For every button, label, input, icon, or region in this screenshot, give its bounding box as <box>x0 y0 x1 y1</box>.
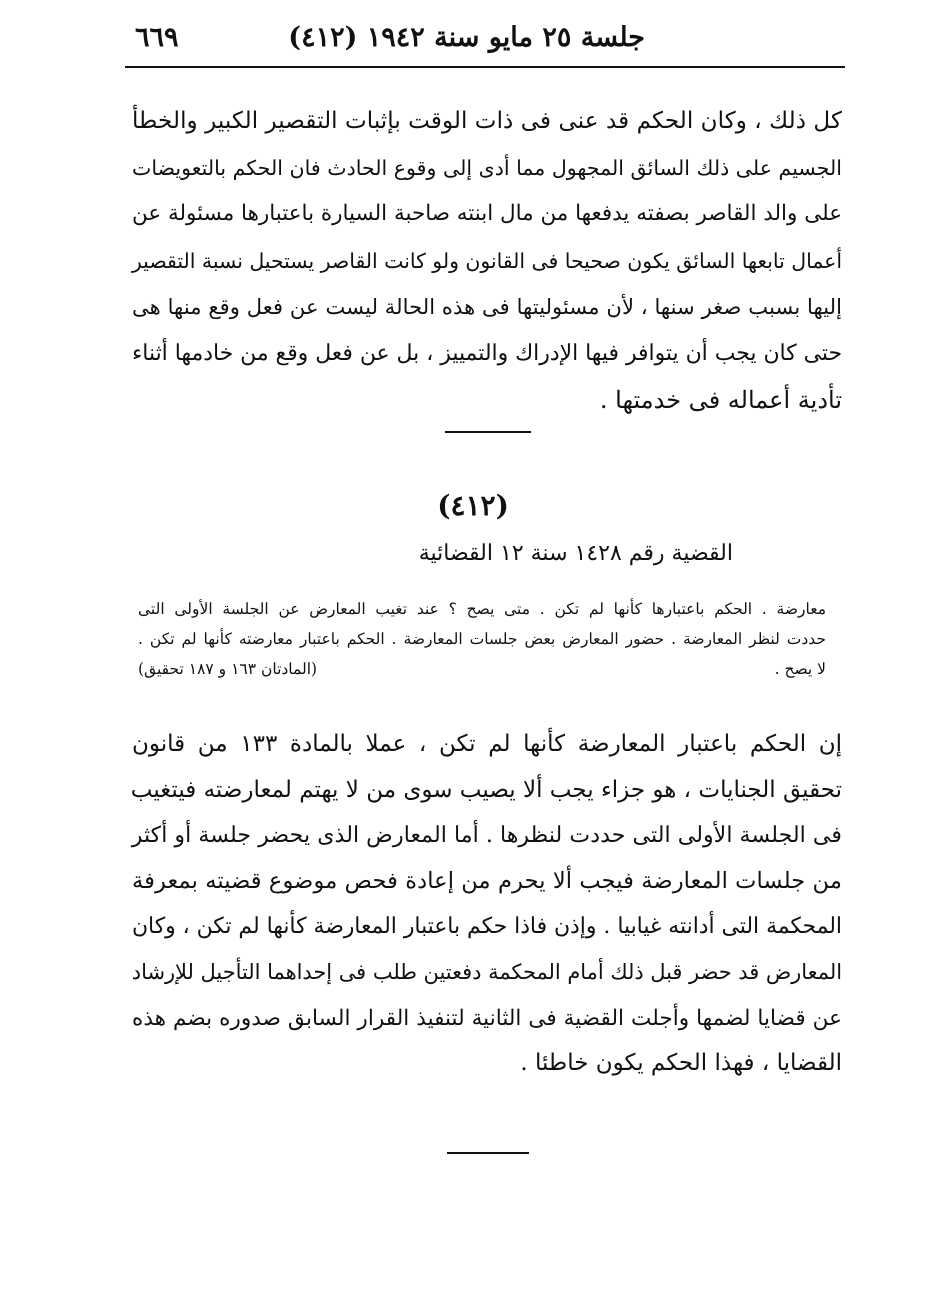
text-line: المعارض قد حضر قبل ذلك أمام المحكمة دفعتين طلب فى إحداهما التأجيل للإرشاد <box>131 959 842 984</box>
statute-reference: (المادتان ١٦٣ و ١٨٧ تحقيق) <box>138 660 318 678</box>
headnote-line: حددت لنظر المعارضة . حضور المعارض بعض جلسات المعارضة . الحكم باعتبار معارضته كأنها لم تكن . <box>138 630 826 648</box>
text-line: أعمال تابعها السائق يكون صحيحا فى القانون ولو كانت القاصر يستحيل نسبة التقصير <box>131 248 842 273</box>
text-line: فى الجلسة الأولى التى حددت لنظرها . أما المعارض الذى يحضر جلسة أو أكثر <box>131 822 842 849</box>
text-line: كل ذلك ، وكان الحكم قد عنى فى ذات الوقت بإثبات التقصير الكبير والخطأ <box>131 107 842 134</box>
end-divider <box>447 1152 529 1154</box>
text-line: عن قضايا لضمها وأجلت القضية فى الثانية لتنفيذ القرار السابق صدوره بضم هذه <box>132 1005 842 1031</box>
text-line: المحكمة التى أدانته غيابيا . وإذن فاذا حكم باعتبار المعارضة كأنها لم تكن ، وكان <box>132 914 842 940</box>
headnote <box>138 594 826 684</box>
text-line: تأدية أعماله فى خدمتها . <box>599 386 842 414</box>
page-number: ٦٦٩ <box>135 22 179 53</box>
page-header <box>125 16 845 60</box>
text-line: على والد القاصر بصفته يدفعها من مال ابنته صاحبة السيارة باعتبارها مسئولة عن <box>132 201 842 226</box>
headnote-line: معارضة . الحكم باعتبارها كأنها لم تكن . متى يصح ؟ عند تغيب المعارض عن الجلسة الأولى التى <box>138 600 826 618</box>
text-line: إليها بسبب صغر سنها ، لأن مسئوليتها فى هذه الحالة ليست عن فعل وقع منها هى <box>132 294 842 319</box>
headnote-line-end: لا يصح . <box>774 660 826 678</box>
text-line: من جلسات المعارضة فيجب ألا يحرم من إعادة فحص موضوع قضيته بمعرفة <box>132 867 842 894</box>
text-line: تحقيق الجنايات ، هو جزاء يجب ألا يصيب سوى من لا يهتم لمعارضته فيتغيب <box>130 776 842 803</box>
text-line: إن الحكم باعتبار المعارضة كأنها لم تكن ، عملا بالمادة ١٣٣ من قانون <box>132 731 842 757</box>
section-divider <box>445 431 531 433</box>
text-line: الجسيم على ذلك السائق المجهول مما أدى إلى وقوع الحادث فان الحكم بالتعويضات <box>132 155 842 180</box>
headnote-last-line <box>138 654 826 684</box>
text-line: حتى كان يجب أن يتوافر فيها الإدراك والتمييز ، بل عن فعل وقع من خادمها أثناء <box>132 340 842 366</box>
case-number: (٤١٢) <box>437 489 509 522</box>
ruling-paragraph <box>132 722 842 1087</box>
case-heading: القضية رقم ١٤٢٨ سنة ١٢ القضائية <box>418 541 733 566</box>
text-line: القضايا ، فهذا الحكم يكون خاطئا . <box>520 1050 842 1077</box>
header-rule <box>125 66 845 68</box>
paragraph-continued <box>132 98 842 424</box>
running-title: جلسة ٢٥ مايو سنة ١٩٤٢ (٤١٢) <box>288 22 645 53</box>
